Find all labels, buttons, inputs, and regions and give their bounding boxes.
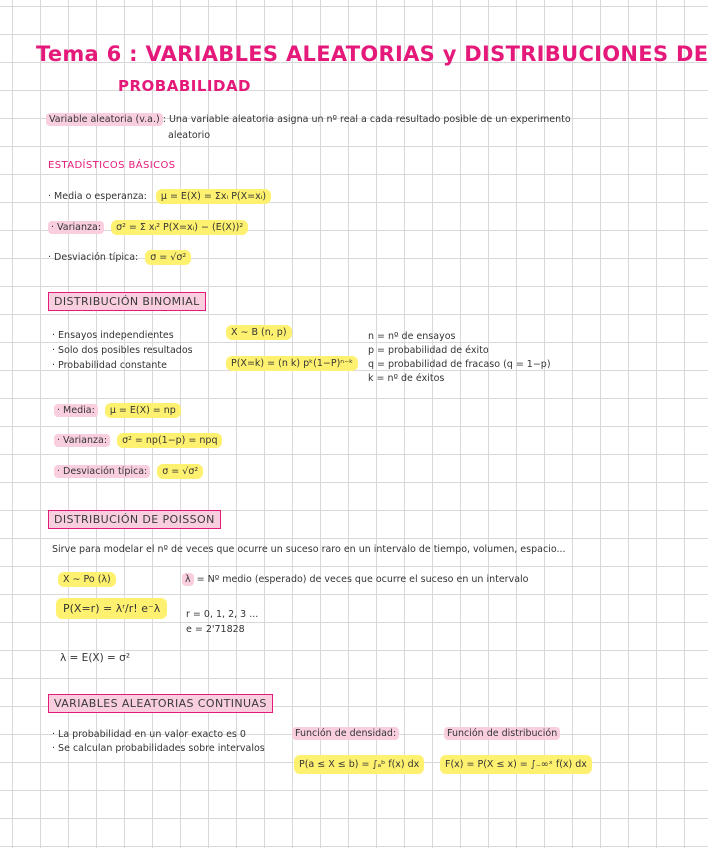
continuas-bullets bbox=[52, 728, 265, 756]
desviacion-formula: σ = √σ² bbox=[145, 250, 191, 265]
binomial-legend-q: q = probabilidad de fracaso (q = 1−p) bbox=[368, 359, 551, 370]
intro-definition bbox=[46, 114, 571, 125]
binomial-legend bbox=[368, 330, 551, 386]
binomial-media-label: · Media: bbox=[54, 404, 98, 417]
desviacion-label: · Desviación típica: bbox=[48, 252, 138, 263]
binomial-heading: DISTRIBUCIÓN BINOMIAL bbox=[48, 292, 206, 311]
poisson-r-values: r = 0, 1, 2, 3 ... bbox=[186, 609, 259, 620]
densidad-formula-text: P(a ≤ X ≤ b) = ∫ₐᵇ f(x) dx bbox=[294, 755, 424, 774]
binomial-notation-text: X ∼ B (n, p) bbox=[226, 325, 292, 340]
poisson-pmf bbox=[56, 602, 167, 615]
intro-definition-line1: Una variable aleatoria asigna un nº real a cada resultado posible de un experimento bbox=[168, 114, 571, 125]
intro-colon: : bbox=[162, 114, 166, 125]
media-formula: μ = E(X) = Σxᵢ P(X=xᵢ) bbox=[156, 189, 271, 204]
binomial-varianza bbox=[54, 435, 222, 446]
binomial-legend-n: n = nº de ensayos bbox=[368, 331, 456, 342]
poisson-lambda-text: = Nº medio (esperado) de veces que ocurre el suceso en un intervalo bbox=[196, 574, 529, 585]
binomial-media bbox=[54, 405, 181, 416]
page-title-continued: PROBABILIDAD bbox=[118, 77, 252, 95]
estadisticos-varianza bbox=[48, 222, 248, 233]
poisson-relation: λ = E(X) = σ² bbox=[60, 652, 131, 664]
poisson-description: Sirve para modelar el nº de veces que ocurre un suceso raro en un intervalo de tiempo, volumen, espacio... bbox=[52, 544, 566, 555]
estadisticos-media bbox=[48, 191, 271, 202]
poisson-notation bbox=[58, 574, 116, 585]
binomial-bullet-1: · Ensayos independientes bbox=[52, 328, 193, 343]
continuas-bullet-1: · La probabilidad en un valor exacto es 0 bbox=[52, 728, 265, 742]
poisson-lambda-definition bbox=[182, 574, 528, 585]
binomial-pmf-text: P(X=k) = (n k) pᵏ(1−P)ⁿ⁻ᵏ bbox=[226, 356, 358, 371]
poisson-e-value: e = 2'71828 bbox=[186, 624, 245, 635]
distribucion-formula-text: F(x) = P(X ≤ x) = ∫₋∞ˣ f(x) dx bbox=[440, 755, 592, 774]
poisson-notation-text: X ∼ Po (λ) bbox=[58, 572, 116, 587]
binomial-bullet-2: · Solo dos posibles resultados bbox=[52, 343, 193, 358]
binomial-bullets bbox=[52, 328, 193, 373]
binomial-legend-p: p = probabilidad de éxito bbox=[368, 345, 489, 356]
continuas-bullet-2: · Se calculan probabilidades sobre intervalos bbox=[52, 742, 265, 756]
binomial-desviacion-label: · Desviación típica: bbox=[54, 465, 150, 478]
poisson-heading: DISTRIBUCIÓN DE POISSON bbox=[48, 510, 221, 529]
distribucion-formula bbox=[440, 759, 592, 770]
poisson-values bbox=[186, 607, 258, 637]
varianza-formula: σ² = Σ xᵢ² P(X=xᵢ) − (E(X))² bbox=[111, 220, 248, 235]
poisson-pmf-text: P(X=r) = λʳ/r! e⁻λ bbox=[56, 598, 167, 619]
estadisticos-heading: ESTADÍSTICOS BÁSICOS bbox=[48, 160, 176, 171]
binomial-media-formula: μ = E(X) = np bbox=[105, 403, 181, 418]
varianza-label: · Varianza: bbox=[48, 221, 104, 234]
media-label: · Media o esperanza: bbox=[48, 191, 147, 202]
densidad-label-text: Función de densidad: bbox=[292, 727, 399, 740]
binomial-pmf bbox=[226, 358, 358, 369]
binomial-legend-k: k = nº de éxitos bbox=[368, 373, 445, 384]
distribucion-label bbox=[444, 728, 560, 739]
page-title: Tema 6 : VARIABLES ALEATORIAS y DISTRIBUCIONES DE bbox=[36, 42, 708, 66]
intro-definition-line2: aleatorio bbox=[168, 130, 211, 141]
poisson-lambda-symbol: λ bbox=[182, 573, 194, 586]
densidad-label bbox=[292, 728, 399, 739]
continuas-heading: VARIABLES ALEATORIAS CONTINUAS bbox=[48, 694, 273, 713]
binomial-desviacion-formula: σ = √σ² bbox=[157, 464, 203, 479]
binomial-varianza-label: · Varianza: bbox=[54, 434, 110, 447]
binomial-desviacion bbox=[54, 466, 203, 477]
estadisticos-desviacion bbox=[48, 252, 191, 263]
binomial-bullet-3: · Probabilidad constante bbox=[52, 358, 193, 373]
binomial-varianza-formula: σ² = np(1−p) = npq bbox=[117, 433, 222, 448]
binomial-notation bbox=[226, 327, 292, 338]
intro-term: Variable aleatoria (v.a.) bbox=[46, 113, 163, 126]
densidad-formula bbox=[294, 759, 424, 770]
distribucion-label-text: Función de distribución bbox=[444, 727, 560, 740]
